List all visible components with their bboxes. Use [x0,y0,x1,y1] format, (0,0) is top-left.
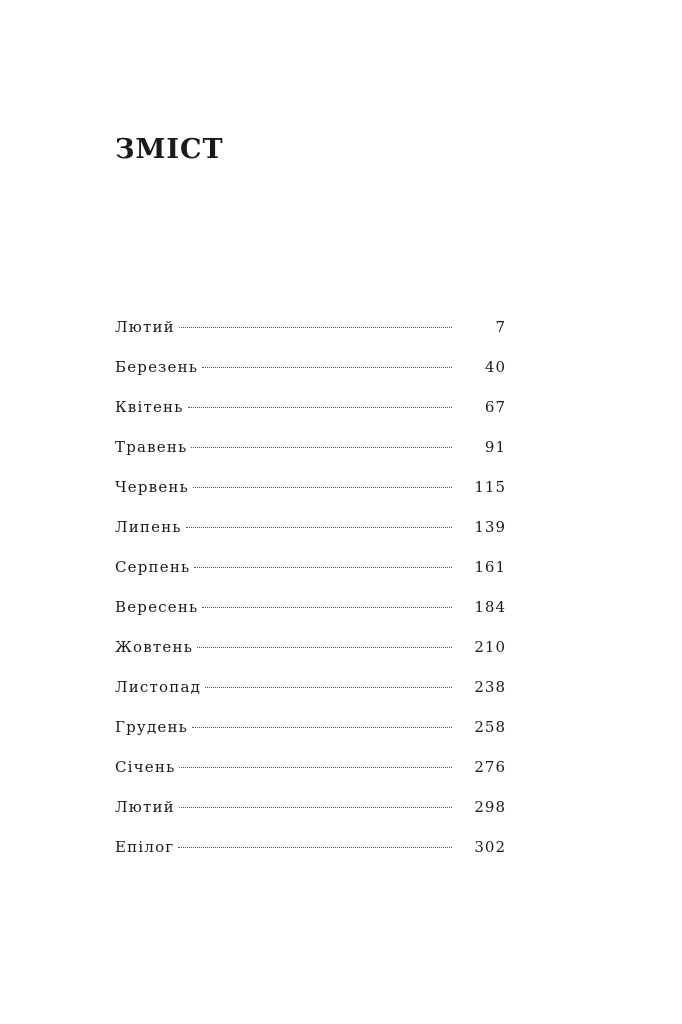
toc-entry-label: Квітень [115,398,184,416]
toc-entry-page: 298 [474,798,506,816]
toc-entry-page: 91 [484,438,506,456]
toc-entry-label: Лютий [115,318,175,336]
toc-entry-3[interactable] [115,438,506,478]
toc-entry-12[interactable] [115,798,506,838]
dot-leader [197,647,452,648]
toc-entry-page: 302 [474,838,506,856]
toc-entry-page: 276 [474,758,506,776]
toc-entry-13[interactable] [115,838,506,878]
toc-entry-label: Січень [115,758,176,776]
toc-entry-page: 258 [474,718,506,736]
toc-entry-page: 67 [484,398,506,416]
toc-entry-8[interactable] [115,638,506,678]
toc-entry-page: 139 [474,518,506,536]
toc-entry-label: Вересень [115,598,199,616]
toc-entry-page: 7 [495,318,506,336]
dot-leader [179,327,452,328]
dot-leader [179,807,452,808]
toc-entry-label: Серпень [115,558,191,576]
dot-leader [193,487,452,488]
toc-entry-label: Травень [115,438,188,456]
toc-entry-6[interactable] [115,558,506,598]
toc-entry-5[interactable] [115,518,506,558]
toc-entry-1[interactable] [115,358,506,398]
toc-entry-page: 210 [474,638,506,656]
toc-entry-label: Жовтень [115,638,194,656]
dot-leader [186,527,452,528]
toc-entry-label: Березень [115,358,199,376]
toc-entry-page: 238 [474,678,506,696]
toc-entry-0[interactable] [115,318,506,358]
dot-leader [192,727,452,728]
dot-leader [178,847,452,848]
dot-leader [205,687,452,688]
toc-entry-page: 40 [484,358,506,376]
dot-leader [202,367,452,368]
toc-entry-10[interactable] [115,718,506,758]
dot-leader [188,407,452,408]
toc-entry-label: Лютий [115,798,175,816]
toc-entry-label: Червень [115,478,189,496]
toc-entry-7[interactable] [115,598,506,638]
toc-entry-page: 161 [474,558,506,576]
toc-entry-label: Липень [115,518,182,536]
toc-entry-11[interactable] [115,758,506,798]
dot-leader [191,447,452,448]
toc-entry-label: Епілог [115,838,175,856]
table-of-contents [115,318,506,878]
toc-entry-4[interactable] [115,478,506,518]
dot-leader [202,607,452,608]
toc-entry-label: Грудень [115,718,189,736]
page-title: ЗМІСТ [115,134,224,165]
toc-entry-label: Листопад [115,678,202,696]
toc-entry-page: 115 [474,478,506,496]
dot-leader [194,567,452,568]
toc-entry-page: 184 [474,598,506,616]
toc-entry-2[interactable] [115,398,506,438]
toc-entry-9[interactable] [115,678,506,718]
dot-leader [179,767,452,768]
